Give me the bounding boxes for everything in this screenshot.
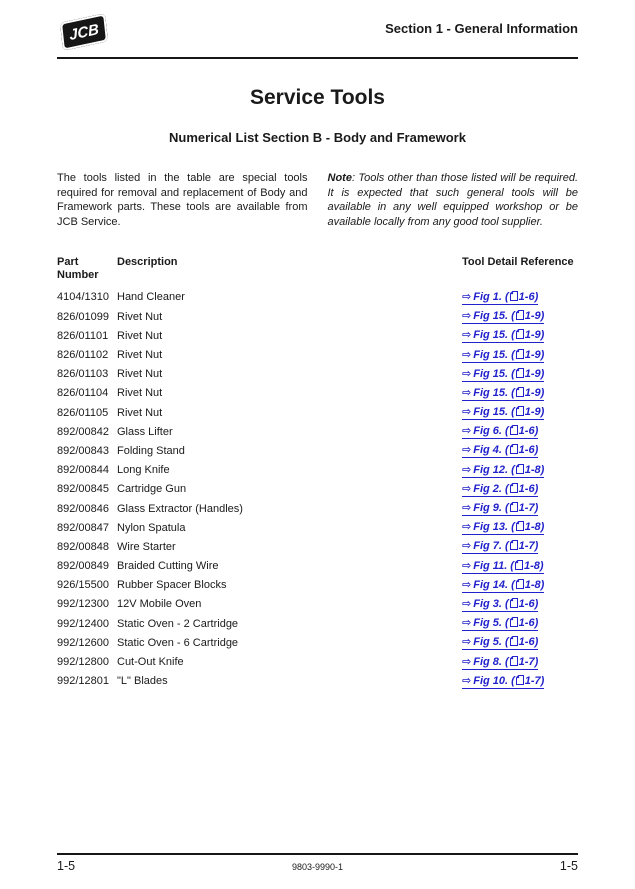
- footer-document-number: 9803-9990-1: [291, 862, 344, 872]
- tool-detail-reference-link[interactable]: [462, 579, 544, 593]
- reference-cell: [462, 461, 578, 480]
- fig-reference-text: Fig 9. (: [473, 502, 509, 515]
- jump-arrow-icon: ⇨: [462, 597, 472, 610]
- fig-reference-text: Fig 15. (: [473, 329, 515, 342]
- description-header: Description: [117, 256, 178, 269]
- reference-cell: [462, 404, 578, 423]
- description-cell: Glass Lifter: [117, 425, 173, 438]
- part-number-cell: 992/12600: [57, 636, 109, 649]
- description-cell: Static Oven - 2 Cartridge: [117, 617, 239, 630]
- part-number-cell: 826/01099: [57, 310, 109, 323]
- part-number-cell: 826/01104: [57, 387, 109, 400]
- tool-detail-reference-link[interactable]: [462, 329, 544, 343]
- table-row: [57, 576, 578, 595]
- tool-detail-reference-header: Tool Detail Reference: [462, 256, 574, 269]
- table-row: [57, 499, 578, 518]
- tool-detail-reference-link[interactable]: [462, 540, 538, 554]
- part-number-cell: 926/15500: [57, 579, 109, 592]
- part-number-cell: 992/12300: [57, 598, 109, 611]
- page-icon: [510, 483, 518, 493]
- tool-detail-reference-link[interactable]: [462, 310, 544, 324]
- description-cell: Braided Cutting Wire: [117, 560, 219, 573]
- part-number-cell: 992/12801: [57, 675, 109, 688]
- jump-arrow-icon: ⇨: [462, 290, 472, 303]
- fig-reference-text: Fig 11. (: [473, 559, 514, 572]
- jump-arrow-icon: ⇨: [462, 367, 472, 380]
- table-row: [57, 365, 578, 384]
- fig-reference-text: Fig 10. (: [473, 674, 515, 687]
- reference-cell: [462, 423, 578, 442]
- page-reference-text: 1-8): [523, 559, 544, 572]
- service-tools-table: [57, 256, 578, 691]
- page-reference-text: 1-8): [524, 578, 545, 591]
- table-row: [57, 308, 578, 327]
- page-reference-text: 1-9): [524, 348, 545, 361]
- table-body: [57, 288, 578, 691]
- page-icon: [516, 406, 524, 416]
- jump-arrow-icon: ⇨: [462, 559, 472, 572]
- page-icon: [510, 598, 518, 608]
- page-icon: [510, 444, 518, 454]
- fig-reference-text: Fig 6. (: [473, 425, 509, 438]
- reference-cell: [462, 557, 578, 576]
- page-reference-text: 1-6): [518, 636, 539, 649]
- description-cell: Rubber Spacer Blocks: [117, 579, 227, 592]
- page-reference-text: 1-7): [518, 502, 539, 515]
- part-number-cell: 892/00849: [57, 560, 109, 573]
- page-icon: [516, 368, 524, 378]
- table-row: [57, 557, 578, 576]
- jump-arrow-icon: ⇨: [462, 482, 472, 495]
- jump-arrow-icon: ⇨: [462, 521, 472, 534]
- tool-detail-reference-link[interactable]: [462, 675, 544, 689]
- part-number-cell: 992/12400: [57, 617, 109, 630]
- table-row: [57, 480, 578, 499]
- jump-arrow-icon: ⇨: [462, 444, 472, 457]
- reference-cell: [462, 384, 578, 403]
- reference-cell: [462, 653, 578, 672]
- part-number-cell: 992/12800: [57, 656, 109, 669]
- fig-reference-text: Fig 5. (: [473, 636, 509, 649]
- jcb-logo-text: JCB: [68, 20, 100, 44]
- page-icon: [515, 560, 523, 570]
- jump-arrow-icon: ⇨: [462, 674, 472, 687]
- page-icon: [510, 540, 518, 550]
- description-cell: Rivet Nut: [117, 406, 163, 419]
- part-number-header: [57, 256, 117, 288]
- section-title: Section 1 - General Information: [385, 21, 578, 36]
- fig-reference-text: Fig 4. (: [473, 444, 509, 457]
- reference-cell: [462, 538, 578, 557]
- tool-detail-reference-link[interactable]: [462, 387, 544, 401]
- description-cell: Glass Extractor (Handles): [117, 502, 243, 515]
- page-icon: [516, 579, 524, 589]
- page-icon: [516, 349, 524, 359]
- fig-reference-text: Fig 15. (: [473, 386, 515, 399]
- table-row: [57, 519, 578, 538]
- description-cell: 12V Mobile Oven: [117, 598, 202, 611]
- fig-reference-text: Fig 7. (: [473, 540, 509, 553]
- reference-cell: [462, 615, 578, 634]
- reference-cell: [462, 288, 578, 307]
- fig-reference-text: Fig 3. (: [473, 597, 509, 610]
- table-row: [57, 384, 578, 403]
- table-row: [57, 327, 578, 346]
- fig-reference-text: Fig 1. (: [473, 290, 509, 303]
- page-reference-text: 1-6): [518, 482, 539, 495]
- note-text: : Tools other than those listed will be required. It is expected that such general tools will be available in any well equipped workshop or be available locally from any good tool supplier.: [327, 172, 578, 228]
- page-reference-text: 1-9): [524, 386, 545, 399]
- tool-detail-reference-link[interactable]: [462, 444, 538, 458]
- fig-reference-text: Fig 8. (: [473, 655, 509, 668]
- page-reference-text: 1-6): [518, 444, 539, 457]
- part-number-cell: 826/01101: [57, 329, 109, 342]
- jump-arrow-icon: ⇨: [462, 636, 472, 649]
- page-header: [57, 16, 578, 59]
- page-reference-text: 1-7): [518, 655, 539, 668]
- fig-reference-text: Fig 13. (: [473, 521, 515, 534]
- intro-paragraph: The tools listed in the table are special tools required for removal and replacement of Body and Framework parts. These tools are available from JCB Service.: [57, 172, 308, 228]
- description-cell: Rivet Nut: [117, 387, 163, 400]
- part-number-header-line1: Part: [57, 256, 79, 269]
- page-reference-text: 1-6): [518, 425, 539, 438]
- jump-arrow-icon: ⇨: [462, 329, 472, 342]
- part-number-cell: 892/00845: [57, 483, 109, 496]
- fig-reference-text: Fig 15. (: [473, 310, 515, 323]
- page-reference-text: 1-8): [524, 463, 545, 476]
- description-cell: Rivet Nut: [117, 329, 163, 342]
- table-row: [57, 288, 578, 307]
- table-row: [57, 672, 578, 691]
- description-cell: Folding Stand: [117, 444, 185, 457]
- page-icon: [510, 617, 518, 627]
- jcb-logo: [60, 13, 108, 51]
- fig-reference-text: Fig 15. (: [473, 348, 515, 361]
- part-number-cell: 892/00844: [57, 464, 109, 477]
- table-row: [57, 653, 578, 672]
- fig-reference-text: Fig 5. (: [473, 617, 509, 630]
- tool-detail-reference-link[interactable]: [462, 291, 538, 305]
- page-reference-text: 1-6): [518, 290, 539, 303]
- part-number-cell: 826/01102: [57, 349, 109, 362]
- description-cell: Wire Starter: [117, 540, 176, 553]
- table-row: [57, 595, 578, 614]
- description-cell: "L" Blades: [117, 675, 168, 688]
- description-cell: Rivet Nut: [117, 310, 163, 323]
- tool-detail-reference-link[interactable]: [462, 636, 538, 650]
- intro-section: [57, 171, 578, 229]
- page-reference-text: 1-9): [524, 406, 545, 419]
- jump-arrow-icon: ⇨: [462, 310, 472, 323]
- reference-cell: [462, 634, 578, 653]
- jump-arrow-icon: ⇨: [462, 463, 472, 476]
- note-paragraph: [328, 171, 579, 229]
- jump-arrow-icon: ⇨: [462, 617, 472, 630]
- part-number-cell: 4104/1310: [57, 291, 109, 304]
- page-icon: [516, 329, 524, 339]
- reference-cell: [462, 519, 578, 538]
- note-label: Note: [327, 172, 352, 184]
- reference-cell: [462, 576, 578, 595]
- table-row: [57, 442, 578, 461]
- reference-cell: [462, 365, 578, 384]
- part-number-header-line2: Number: [57, 269, 99, 282]
- tool-detail-reference-link[interactable]: [462, 349, 544, 363]
- page-reference-text: 1-9): [524, 310, 545, 323]
- fig-reference-text: Fig 15. (: [473, 406, 515, 419]
- reference-cell: [462, 346, 578, 365]
- page-icon: [510, 502, 518, 512]
- table-row: [57, 423, 578, 442]
- jump-arrow-icon: ⇨: [462, 425, 472, 438]
- part-number-cell: 892/00848: [57, 540, 109, 553]
- reference-cell: [462, 442, 578, 461]
- description-cell: Cartridge Gun: [117, 483, 187, 496]
- tool-detail-reference-link[interactable]: [462, 521, 544, 535]
- reference-cell: [462, 499, 578, 518]
- tool-detail-reference-link[interactable]: [462, 406, 544, 420]
- description-cell: Rivet Nut: [117, 368, 163, 381]
- page-icon: [510, 656, 518, 666]
- page-title: Service Tools: [249, 86, 385, 109]
- reference-cell: [462, 672, 578, 691]
- part-number-cell: 826/01105: [57, 406, 109, 419]
- description-cell: Static Oven - 6 Cartridge: [117, 636, 239, 649]
- page-reference-text: 1-7): [524, 674, 545, 687]
- jump-arrow-icon: ⇨: [462, 655, 472, 668]
- page-icon: [516, 310, 524, 320]
- description-cell: Hand Cleaner: [117, 291, 185, 304]
- jump-arrow-icon: ⇨: [462, 348, 472, 361]
- part-number-cell: 826/01103: [57, 368, 109, 381]
- page-reference-text: 1-7): [518, 540, 539, 553]
- table-row: [57, 461, 578, 480]
- table-row: [57, 404, 578, 423]
- fig-reference-text: Fig 12. (: [473, 463, 515, 476]
- tool-detail-reference-link[interactable]: [462, 560, 544, 574]
- page-icon: [516, 464, 524, 474]
- page-reference-text: 1-8): [524, 521, 545, 534]
- part-number-cell: 892/00847: [57, 521, 109, 534]
- tool-detail-reference-link[interactable]: [462, 656, 538, 670]
- page-footer: [57, 853, 578, 873]
- tool-detail-reference-link[interactable]: [462, 617, 538, 631]
- table-row: [57, 538, 578, 557]
- page-reference-text: 1-6): [518, 617, 539, 630]
- table-row: [57, 634, 578, 653]
- tool-detail-reference-link[interactable]: [462, 598, 538, 612]
- description-cell: Cut-Out Knife: [117, 656, 184, 669]
- tool-detail-reference-link[interactable]: [462, 464, 544, 478]
- tool-detail-reference-link[interactable]: [462, 502, 538, 516]
- fig-reference-text: Fig 2. (: [473, 482, 509, 495]
- jump-arrow-icon: ⇨: [462, 578, 472, 591]
- jump-arrow-icon: ⇨: [462, 502, 472, 515]
- table-row: [57, 615, 578, 634]
- jump-arrow-icon: ⇨: [462, 406, 472, 419]
- jump-arrow-icon: ⇨: [462, 540, 472, 553]
- footer-page-number-right: 1-5: [559, 859, 578, 873]
- page-icon: [516, 387, 524, 397]
- page-icon: [510, 425, 518, 435]
- part-number-cell: 892/00846: [57, 502, 109, 515]
- page-icon: [516, 675, 524, 685]
- description-cell: Nylon Spatula: [117, 521, 186, 534]
- table-row: [57, 346, 578, 365]
- tool-detail-reference-link[interactable]: [462, 483, 538, 497]
- page-icon: [510, 291, 518, 301]
- tool-detail-reference-link[interactable]: [462, 368, 544, 382]
- part-number-cell: 892/00842: [57, 425, 109, 438]
- reference-cell: [462, 595, 578, 614]
- reference-cell: [462, 327, 578, 346]
- footer-page-number-left: 1-5: [57, 859, 76, 873]
- page-icon: [516, 521, 524, 531]
- page-reference-text: 1-6): [518, 597, 539, 610]
- table-header-row: [57, 256, 578, 288]
- description-cell: Long Knife: [117, 464, 170, 477]
- page-subtitle: Numerical List Section B - Body and Framework: [169, 130, 466, 145]
- part-number-cell: 892/00843: [57, 444, 109, 457]
- reference-cell: [462, 480, 578, 499]
- fig-reference-text: Fig 14. (: [473, 578, 515, 591]
- page-icon: [510, 636, 518, 646]
- jump-arrow-icon: ⇨: [462, 386, 472, 399]
- page-reference-text: 1-9): [524, 329, 545, 342]
- fig-reference-text: Fig 15. (: [473, 367, 515, 380]
- reference-cell: [462, 308, 578, 327]
- description-cell: Rivet Nut: [117, 349, 163, 362]
- tool-detail-reference-link[interactable]: [462, 425, 538, 439]
- page-reference-text: 1-9): [524, 367, 545, 380]
